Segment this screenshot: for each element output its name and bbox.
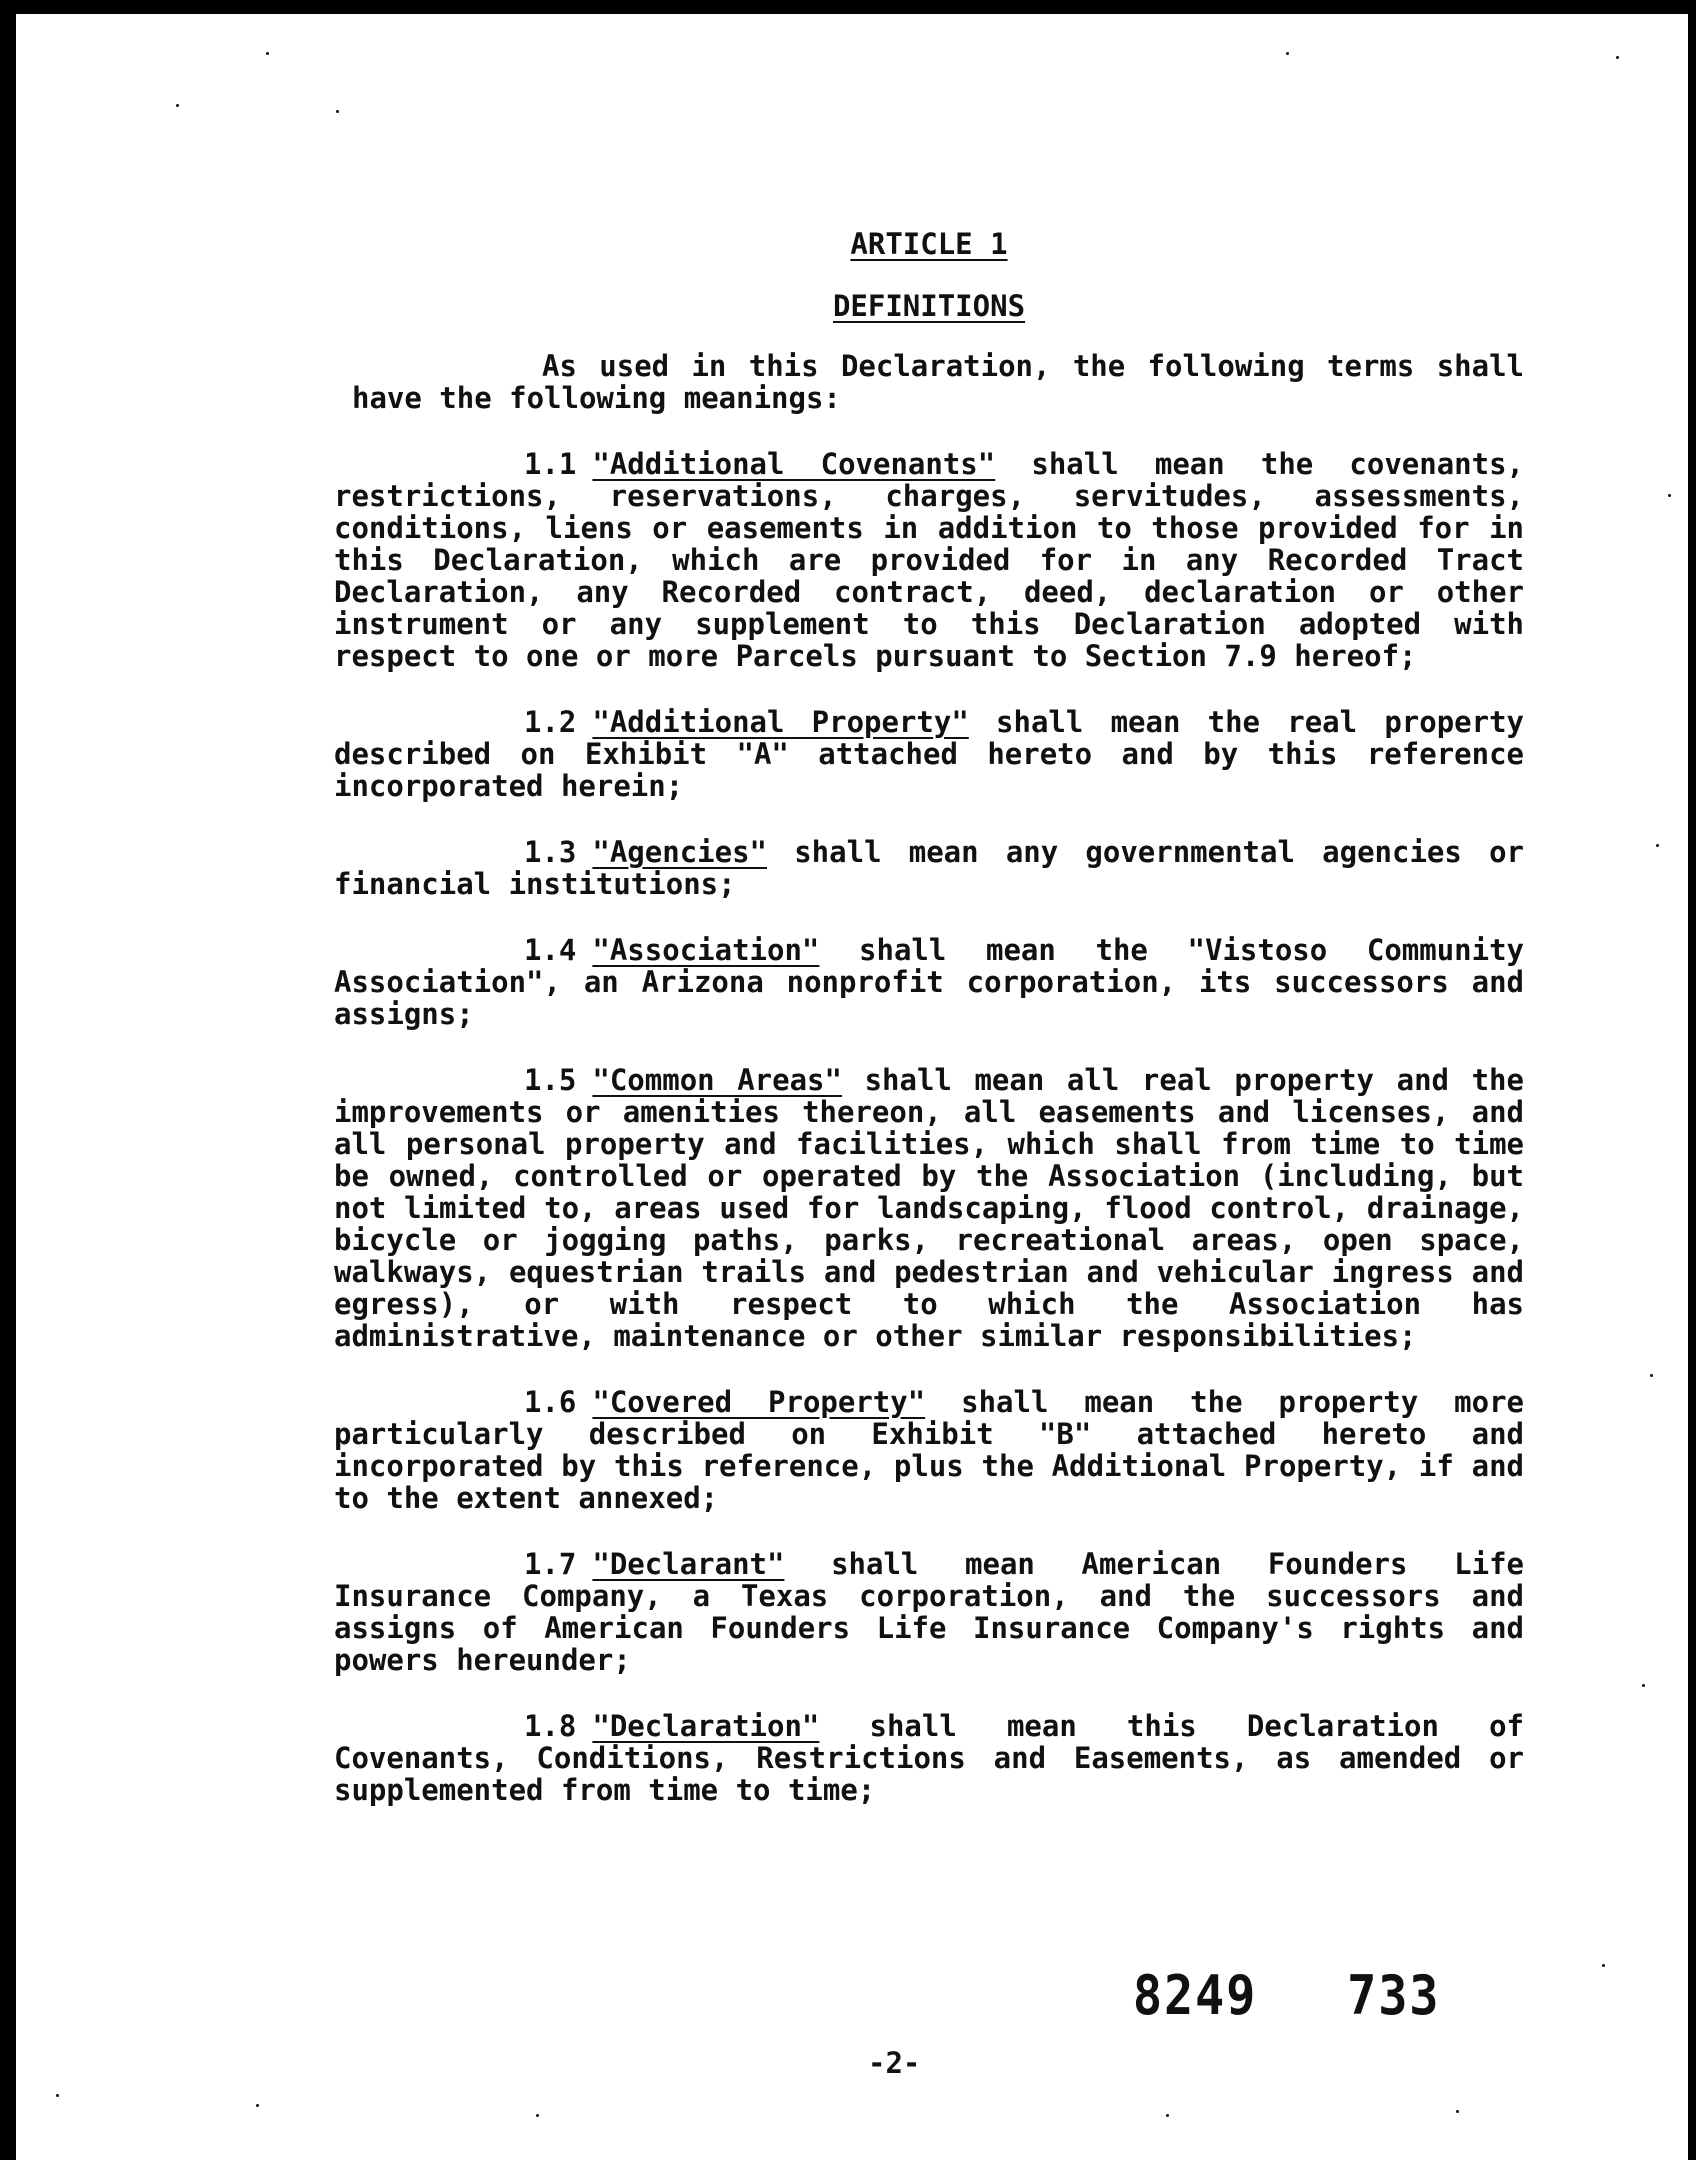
definition-term: "Additional Property": [592, 705, 969, 739]
recording-book-number: 8249: [1132, 1964, 1258, 2027]
definition-number: 1.6: [524, 1385, 577, 1419]
definition-term: "Agencies": [592, 835, 767, 869]
definition-text: shall mean this Declaration of Covenants, Conditions, Restrictions and Easements, as amended or supplemented from time to time;: [334, 1709, 1524, 1807]
definition-1-4: [334, 934, 1524, 1030]
definition-text: shall mean the property more particularly described on Exhibit "B" attached hereto and incorporated by this reference, plus the Additional Property, if and to the extent annexed;: [334, 1385, 1524, 1515]
scan-speck: [1668, 494, 1671, 497]
definition-text: shall mean American Founders Life Insurance Company, a Texas corporation, and the successors and assigns of American Founders Life Insurance Company's rights and powers hereunder;: [334, 1547, 1524, 1677]
definition-1-6: [334, 1386, 1524, 1514]
definition-term: "Additional Covenants": [592, 447, 996, 481]
definition-text: shall mean the "Vistoso Community Association", an Arizona nonprofit corporation, its successors and assigns;: [334, 933, 1524, 1031]
definition-text: shall mean the covenants, restrictions, reservations, charges, servitudes, assessments, conditions, liens or easements in addition to those provided for in this Declaration, which are provided for in any Recorded Tract Declaration, any Recorded contract, deed, declaration or other instrument or any supplement to this Declaration adopted with respect to one or more Parcels pursuant to Section 7.9 hereof;: [334, 447, 1525, 673]
definitions-heading: DEFINITIONS: [832, 289, 1026, 323]
definition-1-8: [334, 1710, 1524, 1806]
definition-number: 1.4: [524, 933, 577, 967]
definition-number: 1.5: [524, 1063, 577, 1097]
definition-term: "Declarant": [592, 1547, 785, 1581]
definition-number: 1.1: [524, 447, 577, 481]
scan-speck: [1456, 2110, 1459, 2113]
scan-speck: [256, 2104, 259, 2107]
definition-number: 1.7: [524, 1547, 577, 1581]
definition-1-2: [334, 706, 1524, 802]
intro-paragraph: As used in this Declaration, the following terms shall have the following meanings:: [352, 349, 1524, 415]
scan-speck: [1656, 844, 1659, 847]
scan-speck: [266, 52, 269, 55]
scan-speck: [536, 2114, 539, 2117]
definition-term: "Declaration": [592, 1709, 820, 1743]
article-heading: ARTICLE 1: [850, 227, 1008, 261]
definition-number: 1.2: [524, 705, 577, 739]
definition-term: "Association": [592, 933, 820, 967]
definition-1-3: [334, 836, 1524, 900]
definition-text: shall mean any governmental agencies or financial institutions;: [334, 835, 1524, 901]
scan-speck: [1650, 1374, 1653, 1377]
document-body: [334, 214, 1524, 1806]
document-page: [16, 14, 1688, 2160]
definition-text: shall mean the real property described on Exhibit "A" attached hereto and by this reference incorporated herein;: [334, 705, 1524, 803]
definition-number: 1.3: [524, 835, 577, 869]
scan-speck: [1286, 52, 1289, 55]
recording-stamp: [1126, 1964, 1446, 2027]
recording-page-number: 733: [1347, 1964, 1441, 2027]
scan-speck: [176, 104, 179, 107]
definition-term: "Covered Property": [592, 1385, 926, 1419]
scan-speck: [1602, 1964, 1605, 1967]
scan-speck: [1166, 2114, 1169, 2117]
scan-speck: [336, 110, 339, 113]
definition-text: shall mean all real property and the improvements or amenities thereon, all easements and licenses, and all personal property and facilities, which shall from time to time be owned, controlled or operated by the Association (including, but not limited to, areas used for landscaping, flood control, drainage, bicycle or jogging paths, parks, recreational areas, open space, walkways, equestrian trails and pedestrian and vehicular ingress and egress), or with respect to which the Association has administrative, maintenance or other similar responsibilities;: [334, 1063, 1524, 1353]
scan-speck: [1642, 1684, 1645, 1687]
definition-number: 1.8: [524, 1709, 577, 1743]
definition-1-7: [334, 1548, 1524, 1676]
definition-1-5: [334, 1064, 1524, 1352]
scan-speck: [56, 2094, 59, 2097]
scan-speck: [1616, 56, 1619, 59]
page-number: -2-: [868, 2046, 921, 2080]
definition-1-1: [334, 448, 1524, 672]
definition-term: "Common Areas": [592, 1063, 842, 1097]
